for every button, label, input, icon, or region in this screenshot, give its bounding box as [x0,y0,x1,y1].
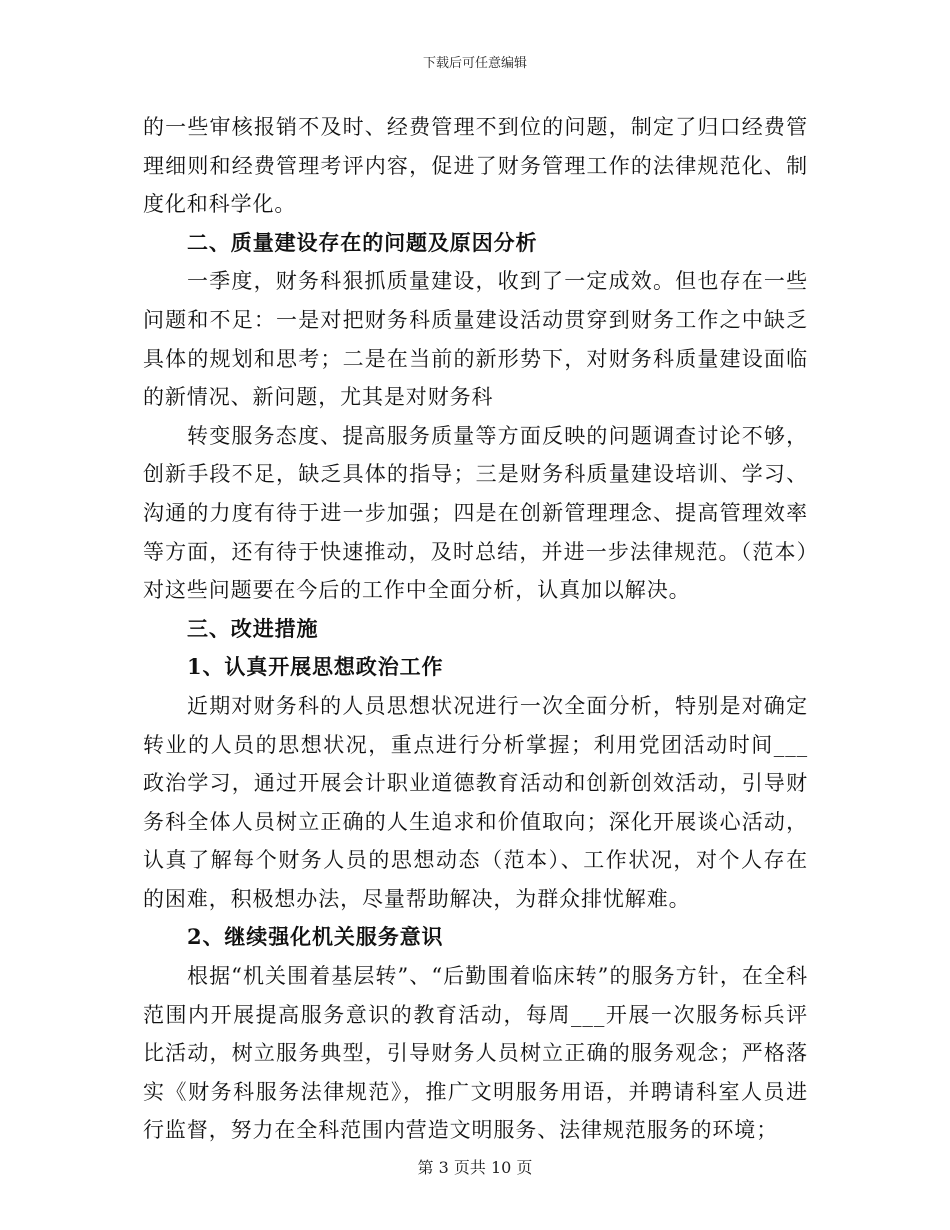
subsection-heading: 2、继续强化机关服务意识 [187,924,444,950]
page-footer: 第 3 页共 10 页 [417,1158,533,1177]
subsection-heading: 1、认真开展思想政治工作 [187,654,444,680]
page-header: 下载后可任意编辑 [422,56,527,71]
paragraph: 的一些审核报销不及时、经费管理不到位的问题，制定了归口经费管理细则和经费管理考评内容，促进了财务管理工作的法律规范化、制度化和科学化。 [143,115,808,217]
document-body [143,108,808,1150]
paragraph: 一季度，财务科狠抓质量建设，收到了一定成效。但也存在一些问题和不足：一是对把财务科质量建设活动贯穿到财务工作之中缺乏具体的规划和思考；二是在当前的新形势下，对财务科质量建设面临的新情况、新问题，尤其是对财务科 [143,269,808,410]
paragraph: 转变服务态度、提高服务质量等方面反映的问题调查讨论不够，创新手段不足，缺乏具体的指导；三是财务科质量建设培训、学习、沟通的力度有待于进一步加强；四是在创新管理理念、提高管理效率等方面，还有待于快速推动，及时总结，并进一步法律规范。（范本）对这些问题要在今后的工作中全面分析，认真加以解决。 [143,423,808,603]
paragraph: 近期对财务科的人员思想状况进行一次全面分析，特别是对确定转业的人员的思想状况，重点进行分析掌握；利用党团活动时间___政治学习，通过开展会计职业道德教育活动和创新创效活动，引导财务科全体人员树立正确的人生追求和价值取向；深化开展谈心活动，认真了解每个财务人员的思想动态（范本）、工作状况，对个人存在的困难，积极想办法，尽量帮助解决，为群众排忧解难。 [143,693,808,911]
section-heading: 二、质量建设存在的问题及原因分析 [187,229,538,255]
paragraph: 根据“机关围着基层转”、“后勤围着临床转”的服务方针，在全科范围内开展提高服务意识的教育活动，每周___开展一次服务标兵评比活动，树立服务典型，引导财务人员树立正确的服务观念；严格落实《财务科服务法律规范》，推广文明服务用语，并聘请科室人员进行监督，努力在全科范围内营造文明服务、法律规范服务的环境； [143,964,808,1143]
section-heading: 三、改进措施 [187,615,319,641]
